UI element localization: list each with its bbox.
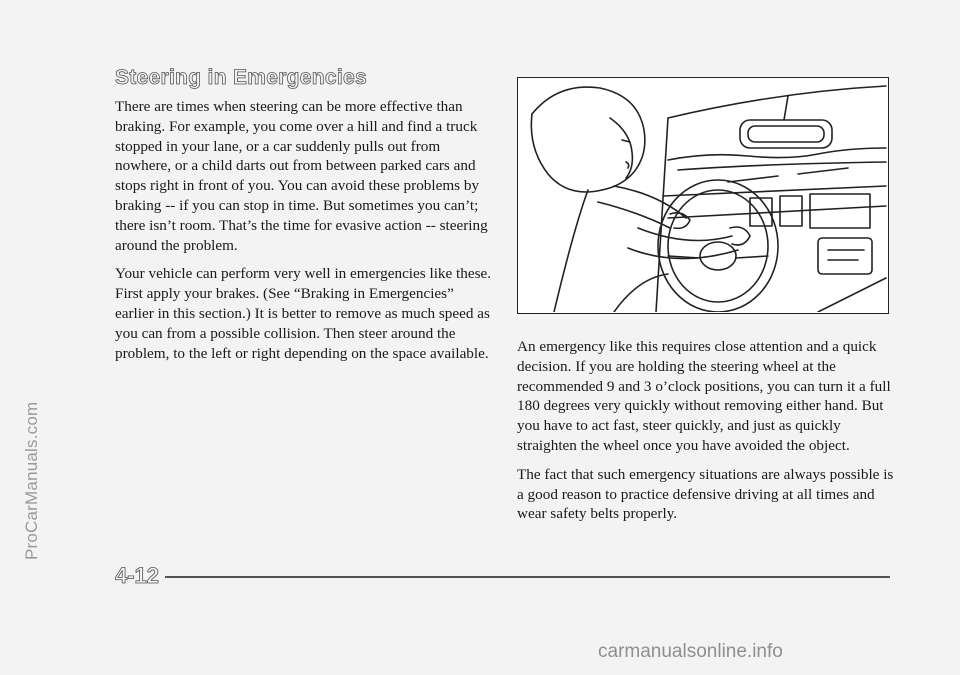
driver-steering-illustration [517, 77, 889, 314]
driver-hand-right [730, 227, 750, 245]
wheel-spoke [736, 256, 768, 258]
driver-face [610, 118, 632, 178]
page-number: 4-12 [115, 563, 160, 588]
dashboard-face [668, 206, 886, 218]
horizon-line [668, 148, 886, 160]
rear-view-mirror [740, 120, 832, 148]
left-column [115, 97, 493, 372]
dashboard-top [678, 162, 886, 170]
rear-view-mirror-glass [748, 126, 824, 142]
mirror-mount [784, 96, 788, 120]
steering-hub [700, 242, 736, 270]
side-watermark: ProCarManuals.com [22, 401, 41, 560]
right-column [517, 337, 895, 533]
left-paragraph-1: There are times when steering can be more effective than braking. For example, you come over a hill and find a truck stopped in your lane, or a car suddenly pulls out from nowhere, or a child darts out from between parked cars and stops right in front of you. You can avoid these problems by braking -- if you can stop in time. But sometimes you can’t; there isn’t room. That’s the time for evasive action -- steering around the problem. [115, 98, 488, 254]
right-paragraph-2: The fact that such emergency situations are always possible is a good reason to practice defensive driving at all times and wear safety belts properly. [517, 465, 894, 523]
driver-arm-right [638, 228, 732, 241]
road-line [798, 168, 848, 174]
road-line [728, 176, 778, 182]
driver-mouth [626, 162, 629, 168]
footer-rule [165, 576, 890, 578]
driver-hair-back [531, 114, 602, 192]
radio-panel [818, 238, 872, 274]
windshield-edge [668, 86, 886, 118]
steering-wheel-inner [668, 190, 768, 302]
driver-arm-left-lower [598, 202, 670, 228]
console-edge [818, 278, 886, 312]
bottom-watermark: carmanualsonline.info [598, 641, 783, 662]
left-paragraph-2: Your vehicle can perform very well in emergencies like these. First apply your brakes. (See “Braking in Emergencies” earlier in this section.) It is better to remove as much speed as you can from a possible collision. Then steer around the problem, to the left or right depending on the space available. [115, 265, 492, 362]
page-footer [115, 563, 890, 587]
section-heading: Steering in Emergencies [115, 66, 367, 89]
driver-torso [614, 274, 668, 312]
instrument-cluster [810, 194, 870, 228]
a-pillar [656, 118, 668, 312]
right-paragraph-1: An emergency like this requires close attention and a quick decision. If you are holding the steering wheel at the recommended 9 and 3 o’clock positions, you can turn it a full 180 degrees very quickly without removing either hand. But you have to act fast, steer quickly, and just as quickly straighten the wheel once you have avoided the object. [517, 338, 891, 454]
steering-wheel [658, 180, 778, 312]
driver-back [554, 190, 588, 312]
